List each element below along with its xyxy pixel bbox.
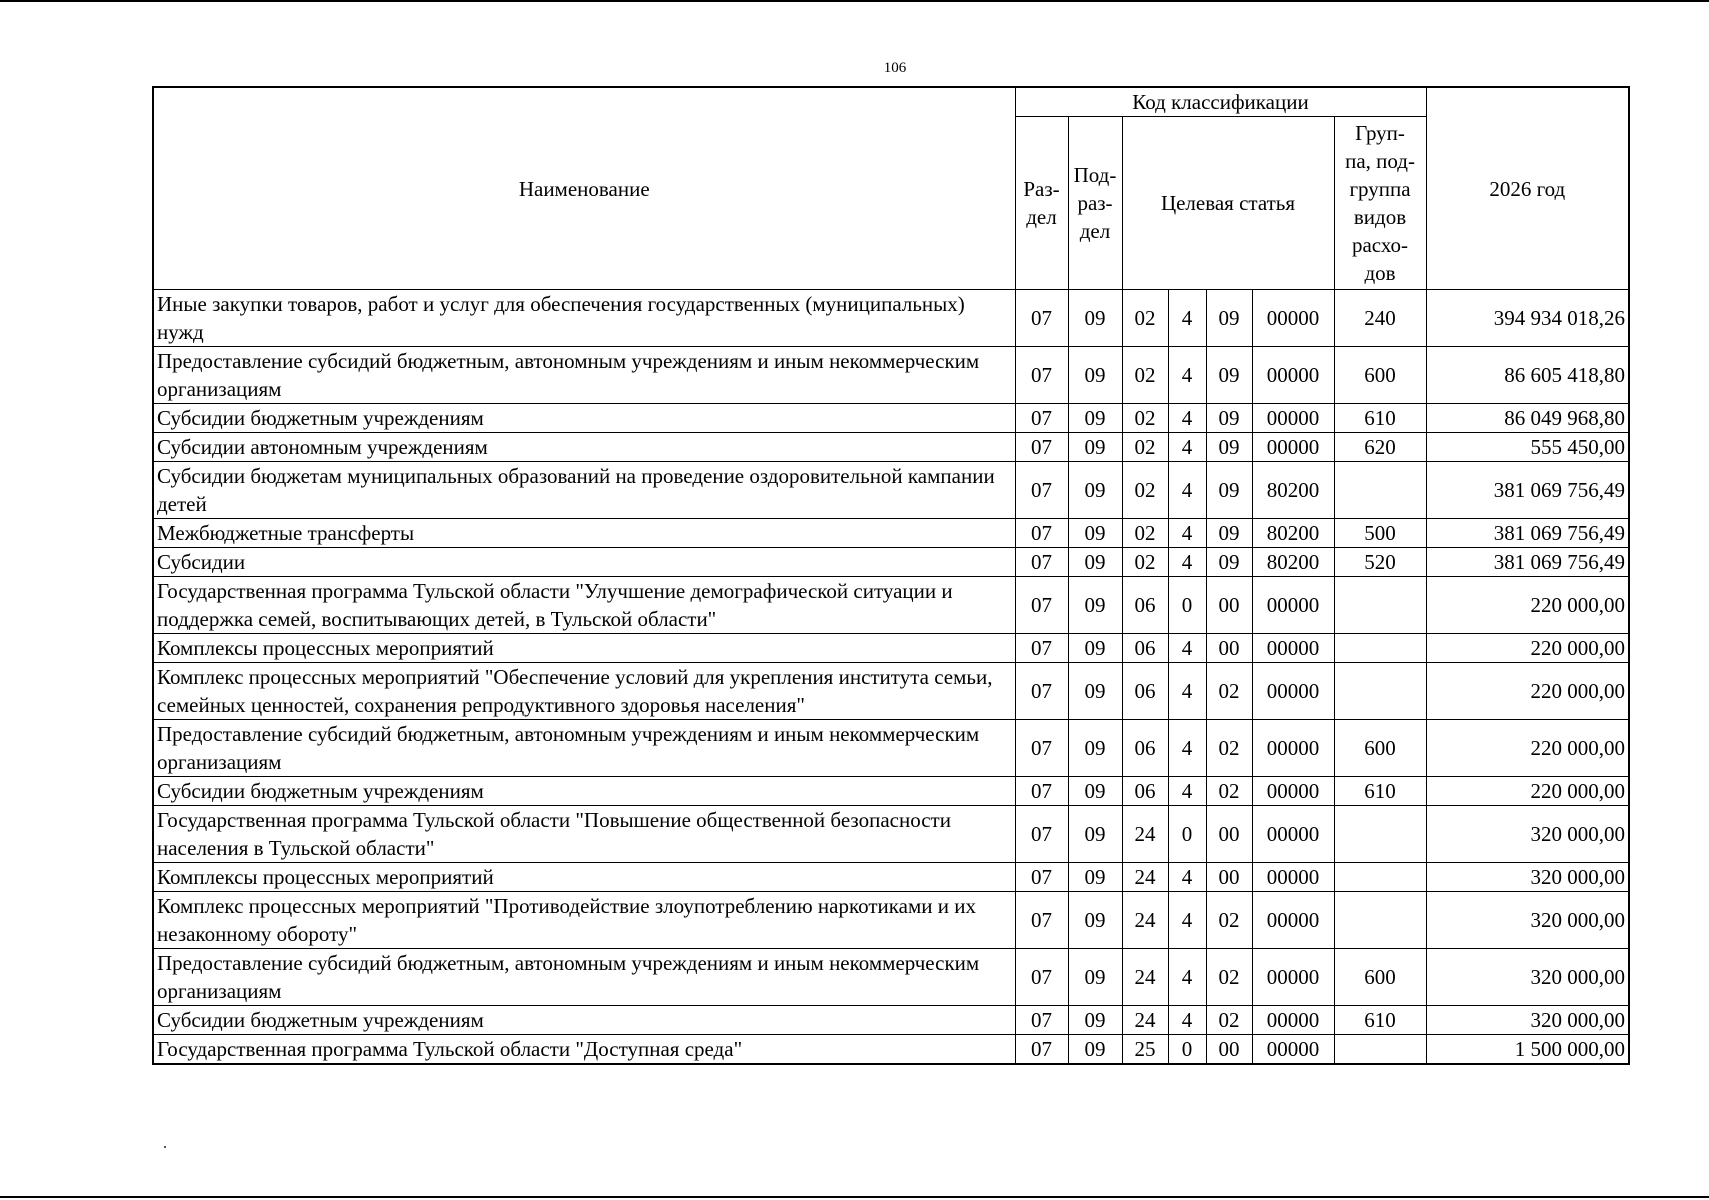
row-amount: 381 069 756,49 (1426, 519, 1629, 548)
row-t1: 06 (1122, 577, 1168, 634)
row-name: Предоставление субсидий бюджетным, автономным учреждениям и иным некоммерческим организациям (153, 347, 1015, 404)
table-body (153, 290, 1629, 1065)
row-name: Комплекс процессных мероприятий "Противодействие злоупотреблению наркотиками и их незаконному обороту" (153, 892, 1015, 949)
row-t1: 24 (1122, 892, 1168, 949)
row-razdel: 07 (1015, 720, 1068, 777)
row-razdel: 07 (1015, 1006, 1068, 1035)
row-t3: 09 (1206, 347, 1252, 404)
row-name: Субсидии бюджетным учреждениям (153, 404, 1015, 433)
row-razdel: 07 (1015, 404, 1068, 433)
row-group (1334, 1035, 1426, 1065)
row-group: 500 (1334, 519, 1426, 548)
row-name: Субсидии бюджетным учреждениям (153, 777, 1015, 806)
row-razdel: 07 (1015, 548, 1068, 577)
row-razdel: 07 (1015, 777, 1068, 806)
row-t3: 02 (1206, 949, 1252, 1006)
row-name: Государственная программа Тульской области "Доступная среда" (153, 1035, 1015, 1065)
row-razdel: 07 (1015, 290, 1068, 347)
row-podrazdel: 09 (1068, 663, 1122, 720)
row-podrazdel: 09 (1068, 462, 1122, 519)
table-row (153, 663, 1629, 720)
header-code: Код классификации (1015, 87, 1426, 117)
row-t4: 00000 (1252, 1006, 1334, 1035)
row-t2: 4 (1168, 548, 1206, 577)
row-name: Комплекс процессных мероприятий "Обеспечение условий для укрепления института семьи, семейных ценностей, сохранения репродуктивного здоровья населения" (153, 663, 1015, 720)
row-t4: 00000 (1252, 1035, 1334, 1065)
row-razdel: 07 (1015, 806, 1068, 863)
row-t2: 4 (1168, 720, 1206, 777)
row-t4: 00000 (1252, 290, 1334, 347)
row-t1: 02 (1122, 462, 1168, 519)
row-t3: 00 (1206, 577, 1252, 634)
row-podrazdel: 09 (1068, 1035, 1122, 1065)
budget-table (152, 86, 1630, 1065)
row-t1: 02 (1122, 433, 1168, 462)
row-t3: 02 (1206, 720, 1252, 777)
row-t2: 4 (1168, 863, 1206, 892)
row-podrazdel: 09 (1068, 433, 1122, 462)
row-t4: 80200 (1252, 462, 1334, 519)
row-t1: 24 (1122, 1006, 1168, 1035)
row-t4: 00000 (1252, 577, 1334, 634)
row-t3: 02 (1206, 892, 1252, 949)
row-podrazdel: 09 (1068, 290, 1122, 347)
row-t4: 00000 (1252, 634, 1334, 663)
row-name: Субсидии бюджетным учреждениям (153, 1006, 1015, 1035)
row-razdel: 07 (1015, 892, 1068, 949)
row-group (1334, 462, 1426, 519)
row-amount: 555 450,00 (1426, 433, 1629, 462)
row-group (1334, 806, 1426, 863)
row-t2: 0 (1168, 1035, 1206, 1065)
table-row (153, 577, 1629, 634)
row-group: 620 (1334, 433, 1426, 462)
table-row (153, 548, 1629, 577)
row-t2: 4 (1168, 462, 1206, 519)
row-t4: 00000 (1252, 347, 1334, 404)
row-amount: 220 000,00 (1426, 634, 1629, 663)
row-name: Предоставление субсидий бюджетным, автономным учреждениям и иным некоммерческим организациям (153, 949, 1015, 1006)
row-t4: 00000 (1252, 433, 1334, 462)
row-t1: 02 (1122, 347, 1168, 404)
row-razdel: 07 (1015, 519, 1068, 548)
row-podrazdel: 09 (1068, 519, 1122, 548)
row-t1: 06 (1122, 777, 1168, 806)
row-amount: 220 000,00 (1426, 577, 1629, 634)
table-row (153, 404, 1629, 433)
row-name: Субсидии (153, 548, 1015, 577)
header-row-1 (153, 87, 1629, 117)
table-row (153, 720, 1629, 777)
row-t1: 02 (1122, 404, 1168, 433)
row-t4: 00000 (1252, 949, 1334, 1006)
row-amount: 320 000,00 (1426, 892, 1629, 949)
row-t2: 0 (1168, 577, 1206, 634)
row-podrazdel: 09 (1068, 347, 1122, 404)
row-razdel: 07 (1015, 462, 1068, 519)
row-razdel: 07 (1015, 577, 1068, 634)
row-t1: 24 (1122, 806, 1168, 863)
table-row (153, 806, 1629, 863)
table-row (153, 347, 1629, 404)
row-group: 610 (1334, 404, 1426, 433)
row-t3: 00 (1206, 863, 1252, 892)
row-t1: 02 (1122, 519, 1168, 548)
row-amount: 1 500 000,00 (1426, 1035, 1629, 1065)
scan-dot (164, 1146, 166, 1148)
row-amount: 220 000,00 (1426, 720, 1629, 777)
row-group (1334, 634, 1426, 663)
row-amount: 86 049 968,80 (1426, 404, 1629, 433)
row-name: Предоставление субсидий бюджетным, автономным учреждениям и иным некоммерческим организациям (153, 720, 1015, 777)
row-t3: 02 (1206, 663, 1252, 720)
row-group (1334, 577, 1426, 634)
row-group: 610 (1334, 1006, 1426, 1035)
table-row (153, 949, 1629, 1006)
row-name: Субсидии автономным учреждениям (153, 433, 1015, 462)
row-t4: 80200 (1252, 519, 1334, 548)
row-t2: 4 (1168, 1006, 1206, 1035)
row-t2: 4 (1168, 404, 1206, 433)
row-podrazdel: 09 (1068, 634, 1122, 663)
row-group: 520 (1334, 548, 1426, 577)
row-t3: 09 (1206, 462, 1252, 519)
row-name: Иные закупки товаров, работ и услуг для обеспечения государственных (муниципальных) нужд (153, 290, 1015, 347)
row-t1: 24 (1122, 949, 1168, 1006)
row-group (1334, 663, 1426, 720)
row-t3: 00 (1206, 634, 1252, 663)
row-t2: 4 (1168, 634, 1206, 663)
row-t1: 06 (1122, 720, 1168, 777)
row-razdel: 07 (1015, 347, 1068, 404)
row-t2: 4 (1168, 949, 1206, 1006)
row-amount: 394 934 018,26 (1426, 290, 1629, 347)
page-number: 106 (883, 60, 907, 76)
row-razdel: 07 (1015, 433, 1068, 462)
row-group: 600 (1334, 949, 1426, 1006)
row-t3: 09 (1206, 404, 1252, 433)
row-t3: 09 (1206, 433, 1252, 462)
row-t1: 02 (1122, 290, 1168, 347)
table-row (153, 462, 1629, 519)
row-razdel: 07 (1015, 634, 1068, 663)
row-amount: 320 000,00 (1426, 1006, 1629, 1035)
table-row (153, 1006, 1629, 1035)
row-t2: 4 (1168, 290, 1206, 347)
table-row (153, 777, 1629, 806)
row-razdel: 07 (1015, 663, 1068, 720)
row-t3: 00 (1206, 1035, 1252, 1065)
row-name: Межбюджетные трансферты (153, 519, 1015, 548)
row-t4: 00000 (1252, 863, 1334, 892)
row-podrazdel: 09 (1068, 806, 1122, 863)
row-amount: 86 605 418,80 (1426, 347, 1629, 404)
row-podrazdel: 09 (1068, 577, 1122, 634)
row-amount: 320 000,00 (1426, 863, 1629, 892)
scan-edge-bottom (0, 1196, 1709, 1198)
row-t2: 0 (1168, 806, 1206, 863)
table-row (153, 863, 1629, 892)
row-razdel: 07 (1015, 863, 1068, 892)
table-row (153, 433, 1629, 462)
row-group (1334, 863, 1426, 892)
row-t4: 00000 (1252, 806, 1334, 863)
row-t1: 02 (1122, 548, 1168, 577)
row-amount: 381 069 756,49 (1426, 462, 1629, 519)
row-t1: 25 (1122, 1035, 1168, 1065)
header-target: Целевая статья (1122, 117, 1334, 290)
table-row (153, 892, 1629, 949)
row-podrazdel: 09 (1068, 949, 1122, 1006)
table-row (153, 634, 1629, 663)
row-group: 600 (1334, 720, 1426, 777)
row-t1: 24 (1122, 863, 1168, 892)
row-razdel: 07 (1015, 1035, 1068, 1065)
table-row (153, 1035, 1629, 1065)
row-podrazdel: 09 (1068, 892, 1122, 949)
row-podrazdel: 09 (1068, 863, 1122, 892)
row-group: 610 (1334, 777, 1426, 806)
row-name: Субсидии бюджетам муниципальных образований на проведение оздоровительной кампании детей (153, 462, 1015, 519)
row-amount: 320 000,00 (1426, 806, 1629, 863)
row-t2: 4 (1168, 777, 1206, 806)
header-group: Груп- па, под- группа видов расхо- дов (1334, 117, 1426, 290)
row-t3: 09 (1206, 548, 1252, 577)
row-t2: 4 (1168, 519, 1206, 548)
row-podrazdel: 09 (1068, 777, 1122, 806)
row-t2: 4 (1168, 663, 1206, 720)
row-group: 240 (1334, 290, 1426, 347)
row-t3: 09 (1206, 519, 1252, 548)
row-podrazdel: 09 (1068, 404, 1122, 433)
row-t3: 00 (1206, 806, 1252, 863)
row-podrazdel: 09 (1068, 548, 1122, 577)
row-amount: 220 000,00 (1426, 663, 1629, 720)
header-subsection: Под- раз- дел (1068, 117, 1122, 290)
row-t4: 00000 (1252, 663, 1334, 720)
row-podrazdel: 09 (1068, 720, 1122, 777)
row-razdel: 07 (1015, 949, 1068, 1006)
row-t4: 80200 (1252, 548, 1334, 577)
row-t2: 4 (1168, 433, 1206, 462)
row-group: 600 (1334, 347, 1426, 404)
row-amount: 320 000,00 (1426, 949, 1629, 1006)
row-t3: 02 (1206, 777, 1252, 806)
row-t1: 06 (1122, 634, 1168, 663)
row-t4: 00000 (1252, 720, 1334, 777)
row-amount: 381 069 756,49 (1426, 548, 1629, 577)
row-t4: 00000 (1252, 404, 1334, 433)
row-t1: 06 (1122, 663, 1168, 720)
row-amount: 220 000,00 (1426, 777, 1629, 806)
row-name: Государственная программа Тульской области "Улучшение демографической ситуации и поддержка семей, воспитывающих детей, в Тульской области" (153, 577, 1015, 634)
header-name: Наименование (153, 87, 1015, 290)
row-t2: 4 (1168, 347, 1206, 404)
row-t4: 00000 (1252, 892, 1334, 949)
row-name: Государственная программа Тульской области "Повышение общественной безопасности населения в Тульской области" (153, 806, 1015, 863)
row-podrazdel: 09 (1068, 1006, 1122, 1035)
header-year: 2026 год (1426, 87, 1629, 290)
row-name: Комплексы процессных мероприятий (153, 634, 1015, 663)
table-row (153, 519, 1629, 548)
row-t4: 00000 (1252, 777, 1334, 806)
row-t3: 02 (1206, 1006, 1252, 1035)
row-group (1334, 892, 1426, 949)
table-row (153, 290, 1629, 347)
row-name: Комплексы процессных мероприятий (153, 863, 1015, 892)
header-section: Раз- дел (1015, 117, 1068, 290)
scan-edge-top (0, 0, 1709, 2)
row-t2: 4 (1168, 892, 1206, 949)
row-t3: 09 (1206, 290, 1252, 347)
